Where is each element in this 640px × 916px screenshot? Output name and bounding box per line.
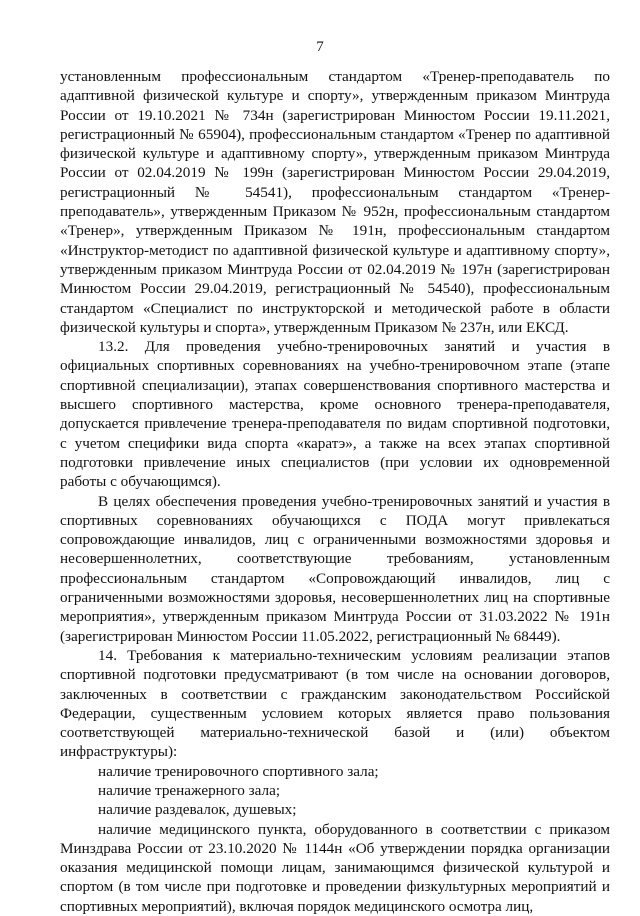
list-item: наличие медицинского пункта, оборудованного в соответствии с приказом Минздрава России от 23.10.2020 № 1144н «Об утверждении порядка организации оказания медицинской помощи лицам, занимающимся физической культурой и спортом (в том числе при подготовке и проведении физкультурных мероприятий и спортивных мероприятий), включая порядок медицинского осмотра лиц, xyxy=(60,820,610,915)
requirements-list xyxy=(60,762,610,916)
document-body xyxy=(60,67,610,916)
page-number: 7 xyxy=(316,39,324,55)
list-item: наличие тренажерного зала; xyxy=(98,781,281,799)
paragraph-qualification-standards: установленным профессиональным стандартом «Тренер-преподаватель по адаптивной физической культуре и спорту», утвержденным приказом Минтруда России от 19.10.2021 № 734н (зарегистрирован Минюстом России 19.11.2021, регистрационный № 65904), профессиональным стандартом «Тренер по адаптивной физической культуре и адаптивному спорту», утвержденным приказом Минтруда России от 02.04.2019 № 199н (зарегистрирован Минюстом России 29.04.2019, регистрационный № 54541), профессиональным стандартом «Тренер-преподаватель», утвержденным Приказом № 952н, профессиональным стандартом «Тренер», утвержденным Приказом № 191н, профессиональным стандартом «Инструктор-методист по адаптивной физической культуре и адаптивному спорту», утвержденным приказом Минтруда России от 02.04.2019 № 197н (зарегистрирован Минюстом России 29.04.2019, регистрационный № 54540), профессиональным стандартом «Специалист по инструкторской и методической работе в области физической культуры и спорта», утвержденным Приказом № 237н, или ЕКСД. xyxy=(60,68,610,336)
paragraph-accompanying-persons: В целях обеспечения проведения учебно-тренировочных занятий и участия в спортивных соревнованиях обучающихся с ПОДА могут привлекаться сопровождающие инвалидов, лиц с ограниченными возможностями здоровья и несовершеннолетних, соответствующие требованиям, установленным профессиональным стандартом «Сопровождающий инвалидов, лиц с ограниченными возможностями здоровья, несовершеннолетних лиц на спортивные мероприятия», утвержденным приказом Минтруда России от 31.03.2022 № 191н (зарегистрирован Минюстом России 11.05.2022, регистрационный № 68449). xyxy=(60,492,610,645)
paragraph-13-2: 13.2. Для проведения учебно-тренировочных занятий и участия в официальных спортивных соревнованиях на учебно-тренировочном этапе (этапе спортивной специализации), этапах совершенствования спортивного мастерства и высшего спортивного мастерства, кроме основного тренера-преподавателя, допускается привлечение тренера-преподавателя по видам спортивной подготовки, с учетом специфики вида спорта «каратэ», а также на всех этапах спортивной подготовки привлечение иных специалистов (при условии их одновременной работы с обучающимся). xyxy=(60,338,610,491)
list-item: наличие тренировочного спортивного зала; xyxy=(98,762,379,780)
paragraph-14-requirements: 14. Требования к материально-техническим условиям реализации этапов спортивной подготовки предусматривают (в том числе на основании договоров, заключенных в соответствии с гражданским законодательством Российской Федерации, существенным условием которых является право пользования соответствующей материально-технической базой и (или) объектом инфраструктуры): xyxy=(60,646,610,761)
list-item: наличие раздевалок, душевых; xyxy=(98,801,297,819)
